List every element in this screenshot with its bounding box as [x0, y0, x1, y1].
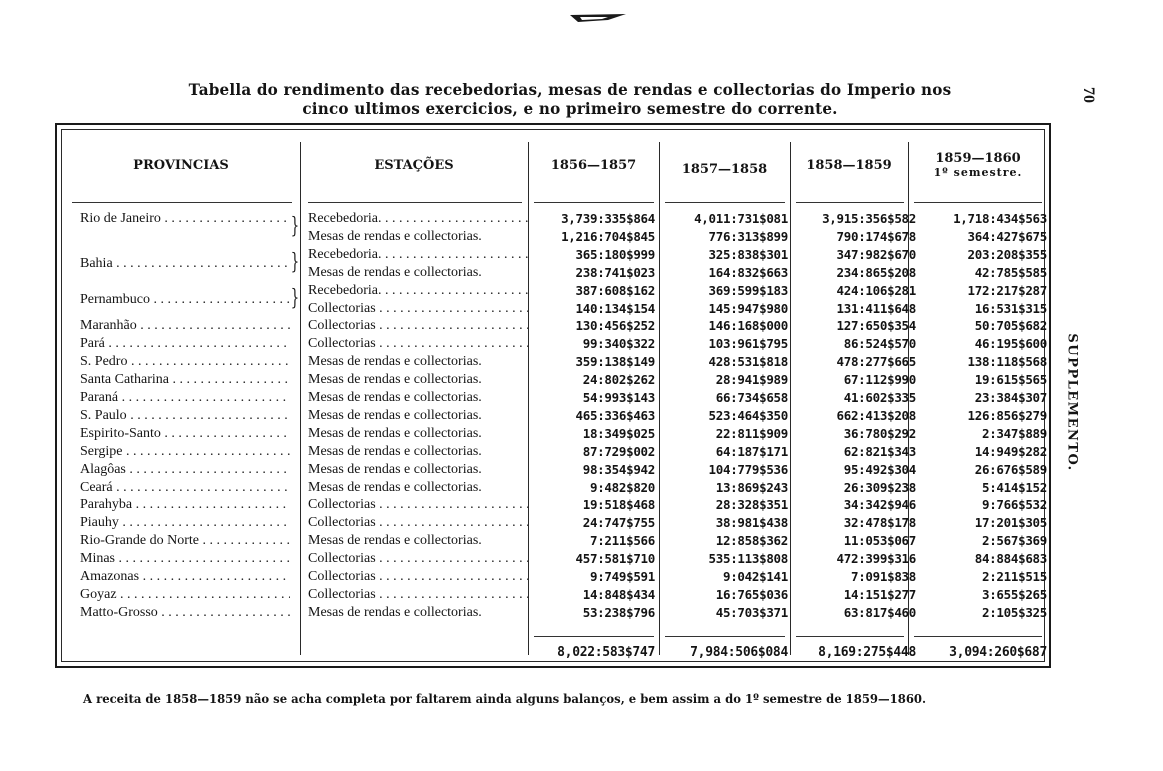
group-brace-icon: }	[290, 214, 300, 239]
value-1857-1858: 164:832$663	[708, 264, 788, 280]
table-row	[62, 568, 1047, 586]
header-1858-1859: 1858—1859	[806, 157, 892, 173]
provincia-cell: S. Pedro . . .	[80, 353, 290, 371]
value-1856-1857: 3,739:335$864	[561, 211, 655, 226]
value-1857-1858: 369:599$183	[708, 282, 788, 298]
estacao-cell: Mesas de rendas e collectorias.	[308, 228, 482, 244]
value-1856-1857: 53:238$796	[582, 604, 655, 620]
value-1856-1857: 387:608$162	[575, 282, 655, 298]
estacao-cell: Collectorias . . .	[308, 496, 528, 514]
value-1858-1859: 478:277$665	[836, 354, 916, 370]
value-1859-1860: 50:705$682	[974, 318, 1047, 334]
provincia-cell: Espirito-Santo . . .	[80, 425, 290, 443]
value-1859-1860: 5:414$152	[981, 479, 1047, 495]
header-rule	[914, 202, 1042, 203]
header-1859-1860-label: 1859—1860	[935, 151, 1021, 166]
value-1859-1860: 138:118$568	[967, 354, 1047, 370]
value-1859-1860: 26:676$589	[974, 461, 1047, 477]
value-1857-1858: 28:328$351	[715, 497, 788, 513]
provincia-cell: Alagôas . . .	[80, 461, 290, 479]
value-1856-1857: 359:138$149	[575, 354, 655, 370]
header-rule	[308, 202, 522, 203]
header-rule	[796, 202, 904, 203]
provincia-cell: Santa Catharina . . .	[80, 371, 290, 389]
value-1858-1859: 7:091$838	[850, 569, 916, 584]
header-1856-1857: 1856—1857	[550, 157, 637, 173]
header-rule	[665, 202, 785, 203]
table-row	[62, 586, 1047, 604]
totals-rule	[534, 636, 654, 637]
value-1859-1860: 17:201$305	[974, 515, 1047, 531]
table-row	[62, 479, 1047, 497]
revenue-table	[55, 123, 1051, 668]
value-1856-1857: 1,216:704$845	[561, 228, 655, 244]
header-provincias: PROVINCIAS	[133, 157, 229, 173]
table-row	[62, 228, 1047, 246]
value-1857-1858: 9:042$141	[722, 569, 788, 584]
value-1856-1857: 87:729$002	[582, 443, 655, 459]
table-row	[62, 300, 1047, 318]
footnote: A receita de 1858—1859 não se acha completa por faltarem ainda alguns balanços, e bem assim a do 1º semestre de 1859—1860.	[83, 691, 927, 706]
provincia-cell: Parahyba . . .	[80, 496, 290, 514]
estacao-cell: Mesas de rendas e collectorias.	[308, 604, 482, 620]
table-row	[62, 317, 1047, 335]
value-1859-1860: 19:615$565	[974, 372, 1047, 388]
value-1857-1858: 104:779$536	[708, 461, 788, 477]
table-row	[62, 425, 1047, 443]
value-1856-1857: 19:518$468	[582, 497, 655, 513]
value-1859-1860: 2:211$515	[981, 569, 1047, 584]
revenue-table-body	[61, 129, 1045, 662]
estacao-cell: Mesas de rendas e collectorias.	[308, 533, 482, 549]
estacao-cell: Collectorias . . .	[308, 568, 528, 586]
table-row	[62, 496, 1047, 514]
value-1856-1857: 9:482$820	[589, 479, 655, 495]
value-1857-1858: 16:765$036	[715, 586, 788, 602]
value-1857-1858: 22:811$909	[715, 425, 788, 441]
estacao-cell: Recebedoria. . . .	[308, 282, 528, 300]
table-title	[80, 80, 1060, 118]
table-row	[62, 389, 1047, 407]
estacao-cell: Mesas de rendas e collectorias.	[308, 354, 482, 370]
value-1858-1859: 26:309$238	[843, 479, 916, 495]
group-brace-icon: }	[290, 249, 300, 275]
estacao-cell: Mesas de rendas e collectorias.	[308, 461, 482, 477]
value-1856-1857: 457:581$710	[575, 551, 655, 567]
value-1856-1857: 24:802$262	[582, 372, 655, 388]
table-row	[62, 335, 1047, 353]
value-1857-1858: 45:703$371	[715, 604, 788, 620]
value-1858-1859: 86:524$570	[843, 336, 916, 352]
value-1857-1858: 535:113$808	[708, 551, 788, 567]
header-semestre-label: 1º semestre.	[933, 166, 1023, 179]
total-1857-1858: 7,984:506$084	[690, 645, 788, 660]
value-1859-1860: 14:949$282	[974, 443, 1047, 459]
value-1858-1859: 95:492$304	[843, 461, 916, 477]
total-1859-1860: 3,094:260$687	[949, 645, 1047, 660]
value-1856-1857: 465:336$463	[575, 407, 655, 423]
header-rule	[534, 202, 654, 203]
value-1858-1859: 11:053$067	[843, 533, 916, 549]
header-rule	[72, 202, 292, 203]
value-1857-1858: 12:858$362	[715, 533, 788, 549]
provincia-cell: Pernambuco . . .	[80, 291, 290, 309]
value-1856-1857: 14:848$434	[582, 586, 655, 602]
value-1857-1858: 103:961$795	[708, 336, 788, 352]
value-1858-1859: 472:399$316	[836, 551, 916, 567]
provincia-cell: Piauhy . . .	[80, 514, 290, 532]
table-row	[62, 532, 1047, 550]
value-1859-1860: 126:856$279	[967, 407, 1047, 423]
value-1856-1857: 238:741$023	[575, 264, 655, 280]
table-row	[62, 282, 1047, 307]
value-1858-1859: 790:174$678	[836, 228, 916, 244]
header-estacoes: ESTAÇÕES	[374, 157, 454, 173]
totals-rule	[914, 636, 1042, 637]
value-1858-1859: 34:342$946	[843, 497, 916, 513]
value-1859-1860: 9:766$532	[981, 497, 1047, 513]
value-1859-1860: 203:208$355	[967, 246, 1047, 262]
estacao-cell: Mesas de rendas e collectorias.	[308, 479, 482, 495]
value-1858-1859: 3,915:356$582	[822, 211, 916, 226]
estacao-cell: Collectorias . . .	[308, 335, 528, 353]
total-1856-1857: 8,022:583$747	[557, 645, 655, 660]
provincia-cell: Goyaz . . .	[80, 586, 290, 604]
title-line-2: cinco ultimos exercicios, e no primeiro semestre do corrente.	[302, 99, 838, 118]
provincia-cell: Minas . . .	[80, 550, 290, 568]
table-row	[62, 246, 1047, 271]
value-1859-1860: 2:105$325	[981, 604, 1047, 620]
value-1857-1858: 145:947$980	[708, 300, 788, 316]
provincia-cell: Paraná . . .	[80, 389, 290, 407]
value-1856-1857: 98:354$942	[582, 461, 655, 477]
value-1856-1857: 365:180$999	[575, 246, 655, 262]
value-1857-1858: 4,011:731$081	[694, 211, 788, 226]
value-1856-1857: 54:993$143	[582, 390, 655, 405]
value-1858-1859: 41:602$335	[843, 390, 916, 405]
value-1857-1858: 776:313$899	[708, 228, 788, 244]
estacao-cell: Mesas de rendas e collectorias.	[308, 264, 482, 280]
value-1858-1859: 234:865$208	[836, 264, 916, 280]
table-row	[62, 443, 1047, 461]
value-1856-1857: 24:747$755	[582, 515, 655, 531]
estacao-cell: Collectorias . . .	[308, 300, 528, 318]
totals-rule	[796, 636, 904, 637]
value-1858-1859: 347:982$670	[836, 246, 916, 262]
estacao-cell: Collectorias . . .	[308, 317, 528, 335]
value-1859-1860: 3:655$265	[981, 586, 1047, 602]
provincia-cell: Rio de Janeiro . . .	[80, 210, 290, 228]
provincia-cell: Bahia . . .	[80, 255, 290, 273]
table-row	[62, 461, 1047, 479]
provincia-cell: Sergipe . . .	[80, 443, 290, 461]
provincia-cell: S. Paulo . . .	[80, 407, 290, 425]
value-1858-1859: 14:151$277	[843, 586, 916, 602]
value-1856-1857: 140:134$154	[575, 300, 655, 316]
estacao-cell: Mesas de rendas e collectorias.	[308, 425, 482, 441]
provincia-cell: Ceará . . .	[80, 479, 290, 497]
estacao-cell: Mesas de rendas e collectorias.	[308, 407, 482, 423]
printer-ornament-icon	[568, 12, 628, 24]
total-1858-1859: 8,169:275$448	[818, 645, 916, 660]
table-row	[62, 604, 1047, 622]
estacao-cell: Mesas de rendas e collectorias.	[308, 372, 482, 388]
header-1859-1860	[908, 130, 1048, 200]
value-1859-1860: 2:567$369	[981, 533, 1047, 549]
estacao-cell: Mesas de rendas e collectorias.	[308, 443, 482, 459]
totals-row	[62, 642, 1047, 664]
value-1859-1860: 84:884$683	[974, 551, 1047, 567]
value-1858-1859: 131:411$648	[836, 300, 916, 316]
provincia-cell: Matto-Grosso . . .	[80, 604, 290, 622]
provincia-cell: Rio-Grande do Norte . . .	[80, 532, 290, 550]
value-1857-1858: 146:168$000	[708, 318, 788, 334]
value-1857-1858: 38:981$438	[715, 515, 788, 531]
value-1856-1857: 130:456$252	[575, 318, 655, 334]
table-row	[62, 550, 1047, 568]
table-row	[62, 371, 1047, 389]
estacao-cell: Recebedoria. . . .	[308, 210, 528, 228]
estacao-cell: Collectorias . . .	[308, 586, 528, 604]
table-row	[62, 210, 1047, 228]
value-1856-1857: 18:349$025	[582, 425, 655, 441]
table-row	[62, 264, 1047, 282]
value-1858-1859: 662:413$208	[836, 407, 916, 423]
title-line-1: Tabella do rendimento das recebedorias, mesas de rendas e collectorias do Imperio nos	[188, 80, 952, 99]
value-1857-1858: 523:464$350	[708, 407, 788, 423]
value-1856-1857: 99:340$322	[582, 336, 655, 352]
value-1859-1860: 42:785$585	[974, 264, 1047, 280]
value-1858-1859: 67:112$990	[843, 372, 916, 388]
table-row	[62, 353, 1047, 371]
value-1858-1859: 424:106$281	[836, 282, 916, 298]
value-1856-1857: 9:749$591	[589, 569, 655, 584]
value-1858-1859: 63:817$460	[843, 604, 916, 620]
value-1859-1860: 2:347$889	[981, 425, 1047, 441]
value-1858-1859: 36:780$292	[843, 425, 916, 441]
value-1857-1858: 428:531$818	[708, 354, 788, 370]
table-row	[62, 407, 1047, 425]
value-1859-1860: 23:384$307	[974, 390, 1047, 405]
value-1859-1860: 364:427$675	[967, 228, 1047, 244]
group-brace-icon: }	[290, 285, 300, 311]
provincia-cell: Pará . . .	[80, 335, 290, 353]
value-1857-1858: 325:838$301	[708, 246, 788, 262]
estacao-cell: Collectorias . . .	[308, 514, 528, 532]
estacao-cell: Recebedoria. . . .	[308, 246, 528, 264]
side-label: SUPPLEMENTO.	[1064, 333, 1080, 472]
value-1857-1858: 28:941$989	[715, 372, 788, 388]
estacao-cell: Collectorias . . .	[308, 550, 528, 568]
value-1857-1858: 13:869$243	[715, 479, 788, 495]
value-1858-1859: 62:821$343	[843, 443, 916, 459]
value-1859-1860: 46:195$600	[974, 336, 1047, 352]
table-row	[62, 514, 1047, 532]
value-1859-1860: 1,718:434$563	[953, 211, 1047, 226]
value-1859-1860: 172:217$287	[967, 282, 1047, 298]
value-1859-1860: 16:531$315	[974, 300, 1047, 316]
value-1857-1858: 64:187$171	[715, 443, 788, 459]
provincia-cell: Maranhão . . .	[80, 317, 290, 335]
header-1857-1858: 1857—1858	[681, 161, 768, 177]
value-1858-1859: 32:478$178	[843, 515, 916, 531]
value-1856-1857: 7:211$566	[589, 533, 655, 549]
provincia-cell: Amazonas . . .	[80, 568, 290, 586]
estacao-cell: Mesas de rendas e collectorias.	[308, 390, 482, 405]
page-number: 70	[1080, 87, 1097, 103]
value-1858-1859: 127:650$354	[836, 318, 916, 334]
value-1857-1858: 66:734$658	[715, 390, 788, 405]
totals-rule	[665, 636, 785, 637]
